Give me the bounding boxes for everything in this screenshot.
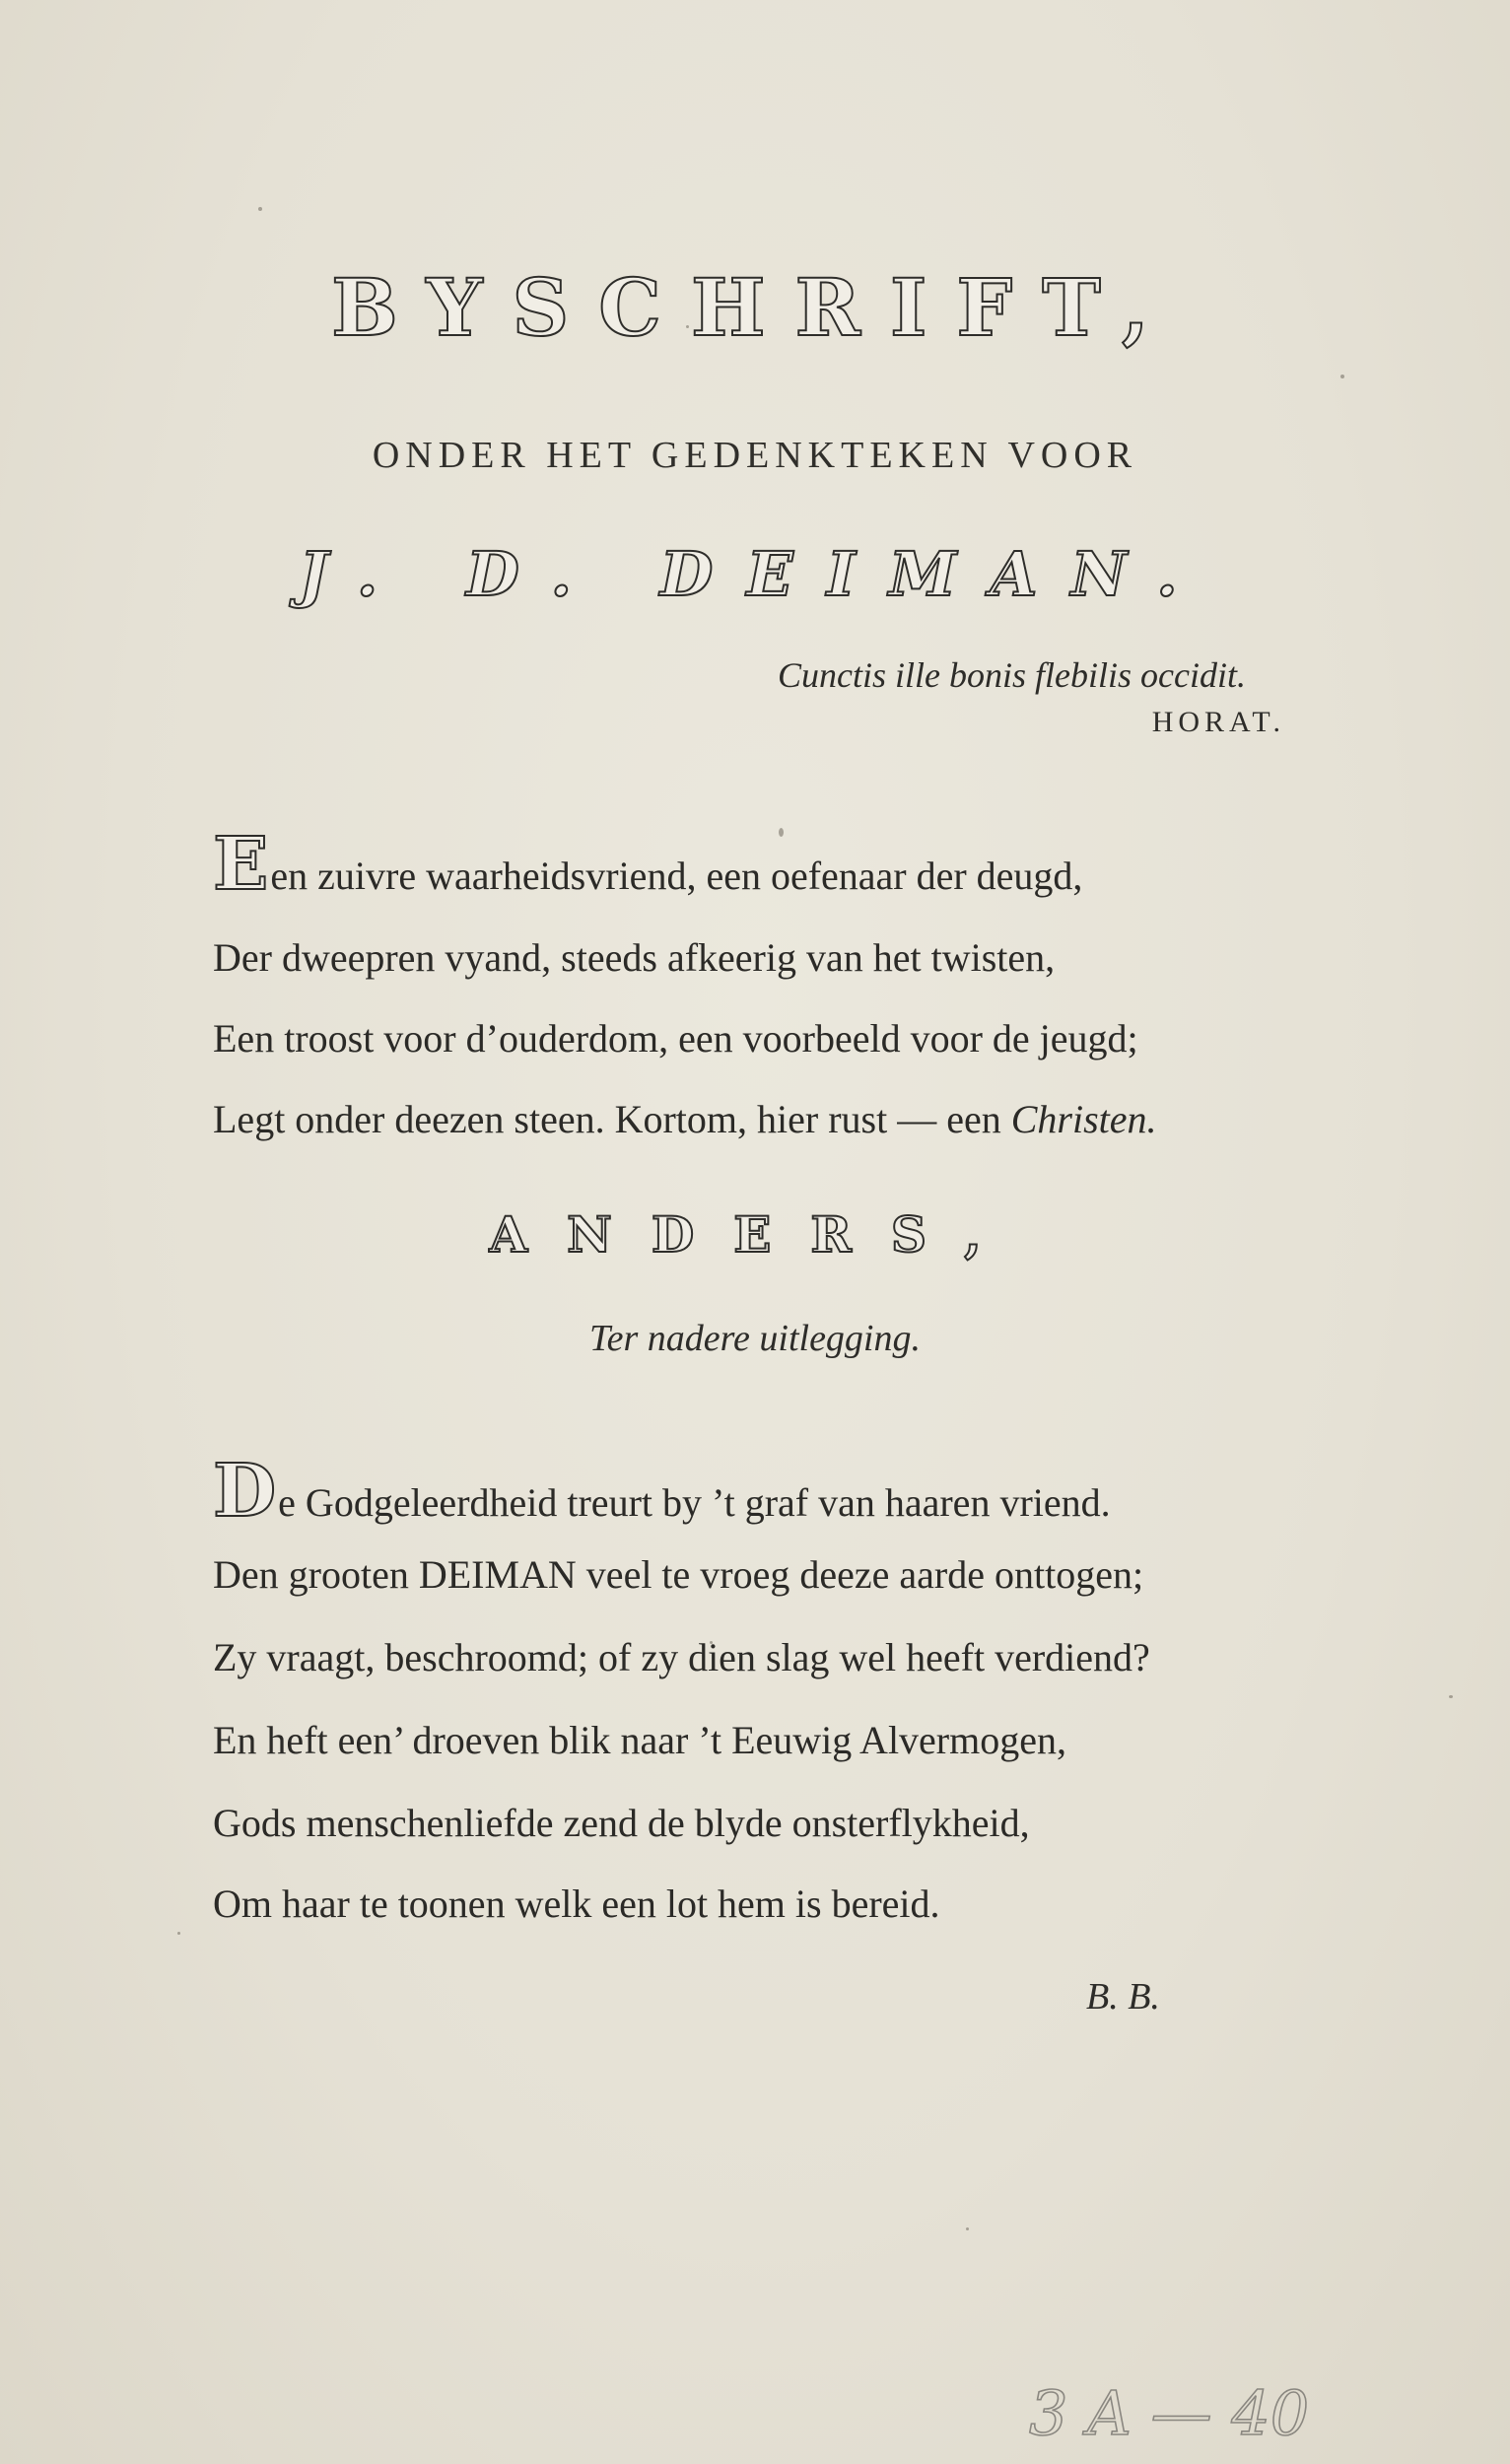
signature-initials: B. B. [1086,1976,1160,2018]
paper-speck [258,207,262,211]
pencil-annotation-text: 3 A — 40 [1029,2377,1310,2449]
motto-quote: Cunctis ille bonis flebilis occidit. [778,655,1246,695]
motto-author: HORAT. [1151,706,1285,738]
verse-line: Den grooten DEIMAN veel te vroeg deeze aarde onttogen; [213,1552,1144,1597]
drop-cap-initial: E [213,822,269,907]
verse-line: Een zuivre waarheidsvriend, een oefenaar der deugd, [213,822,1083,907]
paper-speck [1449,1695,1453,1698]
verse-line: De Godgeleerdheid treurt by ’t graf van haaren vriend. [213,1449,1111,1534]
paper-speck [1340,375,1344,378]
verse-line: En heft een’ droeven blik naar ’t Eeuwig Alvermogen, [213,1718,1066,1762]
paper-speck [966,2227,969,2230]
pencil-annotation [1021,2365,1396,2454]
drop-cap-initial: D [213,1449,277,1534]
verse-line: Gods menschenliefde zend de blyde onsterflykheid, [213,1801,1030,1845]
section-heading: ANDERS, [489,1205,1021,1264]
section-subheading: Ter nadere uitlegging. [588,1318,921,1359]
verse-line: Legt onder deezen steen. Kortom, hier rust — een Christen. [213,1097,1157,1141]
verse-line: Zy vraagt, beschroomd; of zy dien slag wel heeft verdiend? [213,1635,1150,1679]
verse-line: Een troost voor d’ouderdom, een voorbeeld voor de jeugd; [213,1016,1138,1061]
document-title: BYSCHRIFT, [331,261,1179,354]
paper-speck [177,1932,180,1935]
document-subtitle: ONDER HET GEDENKTEKEN VOOR [372,435,1138,476]
verse-line: Der dweepren vyand, steeds afkeerig van het twisten, [213,935,1056,980]
closing-word: Christen. [1010,1097,1157,1141]
verse-line: Om haar te toonen welk een lot hem is bereid. [213,1882,940,1926]
dedicatee-name: J. D. DEIMAN. [299,538,1211,610]
